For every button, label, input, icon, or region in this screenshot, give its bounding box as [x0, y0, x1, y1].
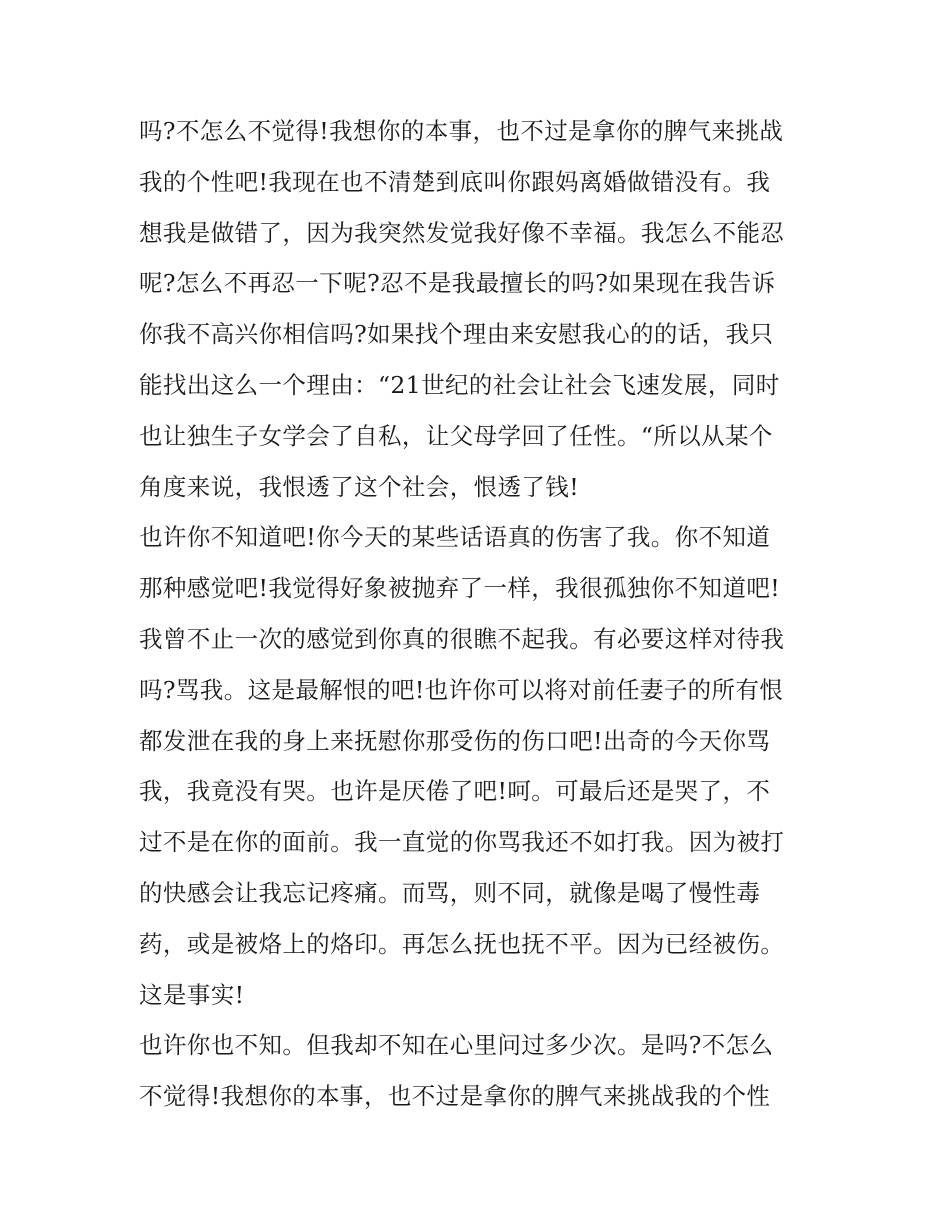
text-line: 也许你不知道吧!你今天的某些话语真的伤害了我。你不知道	[139, 523, 771, 552]
text-line: 角度来说，我恨透了这个社会，恨透了钱!	[139, 472, 580, 501]
text-line: 你我不高兴你相信吗?如果找个理由来安慰我心的的话，我只	[139, 320, 774, 349]
text-line: 能找出这么一个理由：“21世纪的社会让社会飞速发展，同时	[139, 370, 780, 399]
text-line: 吗?骂我。这是最解恨的吧!也许你可以将对前任妻子的所有恨	[139, 675, 784, 704]
text-line: 想我是做错了，因为我突然发觉我好像不幸福。我怎么不能忍	[139, 218, 785, 247]
text-line: 呢?怎么不再忍一下呢?忍不是我最擅长的吗?如果现在我告诉	[139, 269, 776, 298]
text-line: 都发泄在我的身上来抚慰你那受伤的伤口吧!出奇的今天你骂	[139, 726, 771, 755]
text-line: 过不是在你的面前。我一直觉的你骂我还不如打我。因为被打	[139, 828, 785, 857]
body-text	[139, 106, 819, 1122]
text-line: 我的个性吧!我现在也不清楚到底叫你跟妈离婚做错没有。我	[139, 167, 771, 196]
text-line: 那种感觉吧!我觉得好象被抛弃了一样，我很孤独你不知道吧!	[139, 574, 781, 603]
text-line: 药，或是被烙上的烙印。再怎么抚也抚不平。因为已经被伤。	[139, 929, 785, 958]
text-line: 这是事实!	[139, 980, 245, 1009]
text-line: 我曾不止一次的感觉到你真的很瞧不起我。有必要这样对待我	[139, 624, 785, 653]
text-line: 的快感会让我忘记疼痛。而骂，则不同，就像是喝了慢性毒	[139, 878, 761, 907]
text-line: 我，我竟没有哭。也许是厌倦了吧!呵。可最后还是哭了，不	[139, 777, 771, 806]
text-line: 不觉得!我想你的本事，也不过是拿你的脾气来挑战我的个性	[139, 1082, 771, 1111]
text-line: 也让独生子女学会了自私，让父母学回了任性。“所以从某个	[139, 421, 773, 450]
text-line: 吗?不怎么不觉得!我想你的本事，也不过是拿你的脾气来挑战	[139, 117, 784, 145]
text-line: 也许你也不知。但我却不知在心里问过多少次。是吗?不怎么	[139, 1031, 774, 1060]
